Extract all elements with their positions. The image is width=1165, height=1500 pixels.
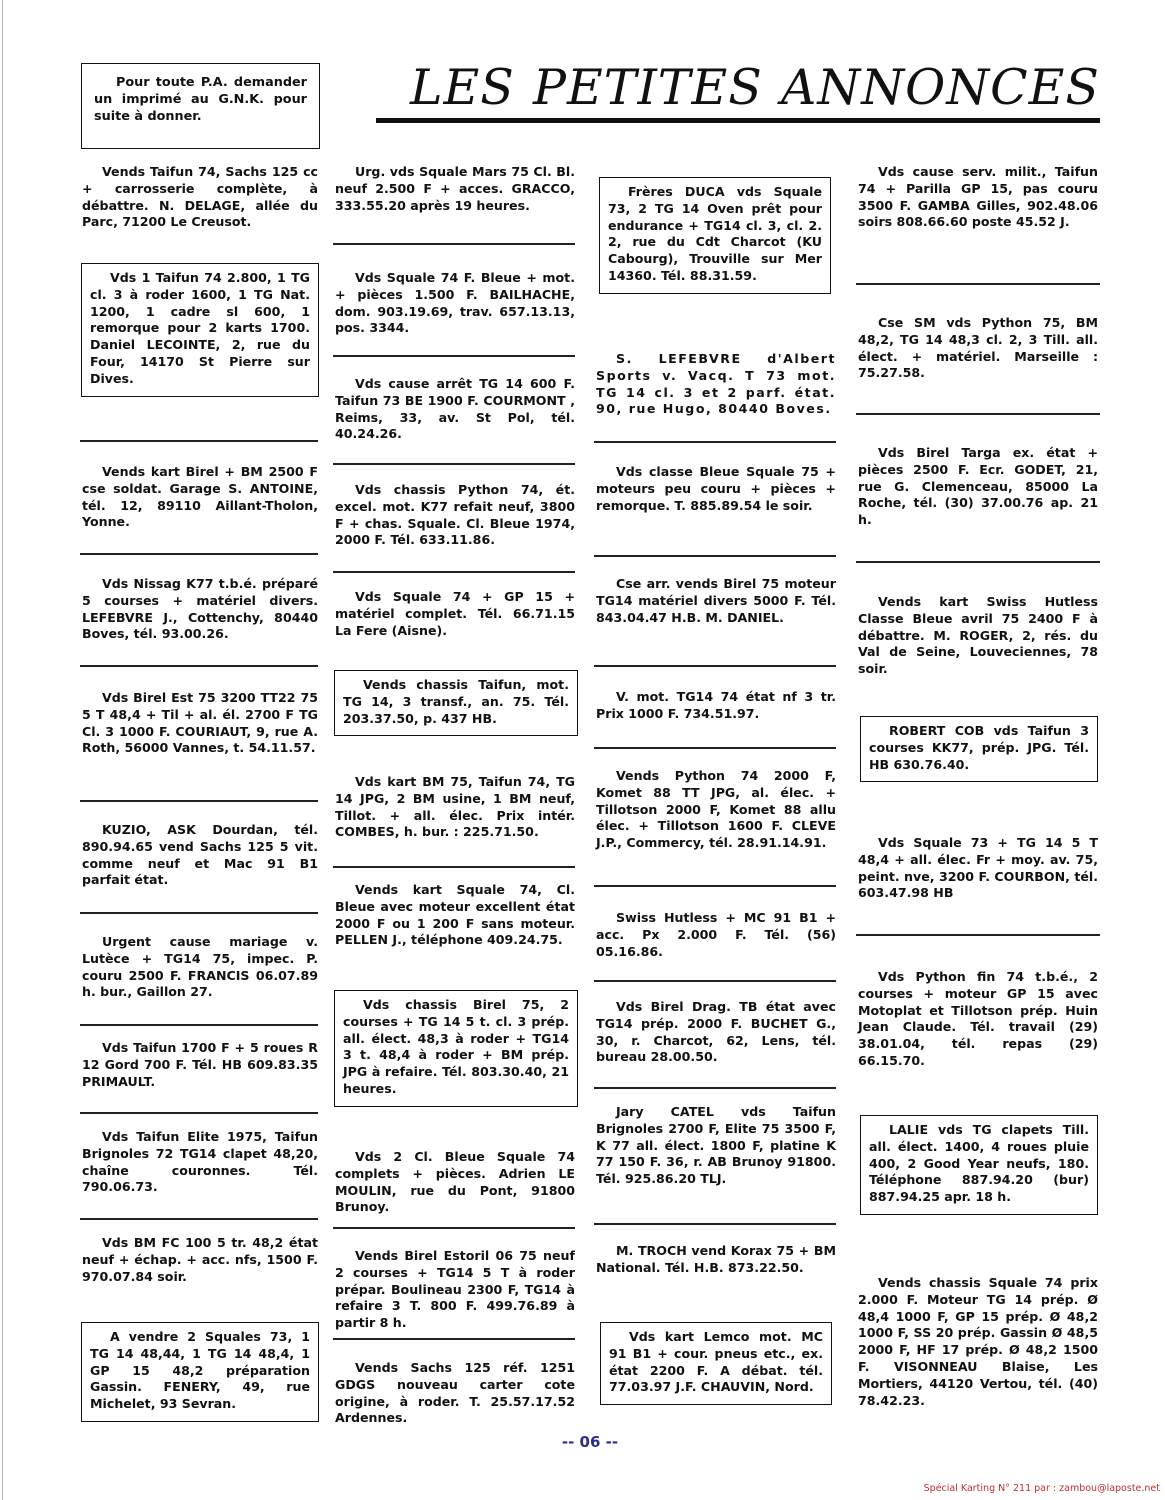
ad-huin: Vds Python fin 74 t.b.é., 2 courses + moteur GP 15 avec Motoplat et Tillotson prép. Huin Jean Claude. Tél. travail (29) 38.01.04, tél. repas (29) 66.15.70. bbox=[858, 969, 1098, 1068]
divider bbox=[856, 283, 1100, 285]
divider bbox=[80, 1112, 318, 1114]
ad-birel-estoril: Vends Birel Estoril 06 75 neuf 2 courses + TG14 5 T à roder prépar. Boulineau 2300 F, TG14 à refaire 3 T. 800 F. 499.76.89 à partir 8 h. bbox=[335, 1248, 575, 1331]
ad-godet: Vds Birel Targa ex. état + pièces 2500 F. Ecr. GODET, 21, rue G. Clemenceau, 85000 La Roche, tél. (30) 37.00.76 ap. 21 h. bbox=[858, 445, 1098, 528]
ad-fenery: A vendre 2 Squales 73, 1 TG 14 48,44, 1 TG 14 48,4, 1 GP 15 48,2 préparation Gassin. FENERY, 49, rue Michelet, 93 Sevran. bbox=[81, 1322, 319, 1422]
ad-courmont: Vds cause arrêt TG 14 600 F. Taifun 73 BE 1900 F. COURMONT , Reims, 33, av. St Pol, tél. 40.24.26. bbox=[335, 376, 575, 442]
divider bbox=[594, 747, 836, 749]
ad-buchet: Vds Birel Drag. TB état avec TG14 prép. 2000 F. BUCHET G., 30, r. Charcot, 62, Lens, tél. bureau 28.00.50. bbox=[596, 999, 836, 1065]
divider bbox=[333, 463, 575, 465]
ad-mot-tg14: V. mot. TG14 74 état nf 3 tr. Prix 1000 F. 734.51.97. bbox=[596, 689, 836, 721]
divider bbox=[594, 441, 836, 443]
ad-primault: Vds Taifun 1700 F + 5 roues R 12 Gord 700 F. Tél. HB 609.83.35 PRIMAULT. bbox=[82, 1040, 318, 1089]
divider bbox=[856, 934, 1100, 936]
ad-lefebvre-albert: S. LEFEBVRE d'Albert Sports v. Vacq. T 73 mot. TG 14 cl. 3 et 2 parf. état. 90, rue Hugo, 80440 Boves. bbox=[596, 351, 836, 417]
divider bbox=[80, 800, 318, 802]
divider bbox=[594, 555, 836, 557]
ad-python-k77: Vds chassis Python 74, ét. excel. mot. K77 refait neuf, 3800 F + chas. Squale. Cl. Bleue 1974, 2000 F. Tél. 633.11.86. bbox=[335, 482, 575, 548]
divider bbox=[594, 980, 836, 982]
ad-sachs-125: Vends Sachs 125 réf. 1251 GDGS nouveau carter cote origine, à roder. T. 25.57.17.52 Ardennes. bbox=[335, 1360, 575, 1426]
ad-couriaut: Vds Birel Est 75 3200 TT22 75 5 T 48,4 + Til + al. él. 2700 F TG Cl. 3 1000 F. COURIAUT, 9, rue A. Roth, 56000 Vannes, t. 54.11.57. bbox=[82, 690, 318, 756]
divider bbox=[333, 866, 575, 868]
divider bbox=[80, 912, 318, 914]
page-title bbox=[410, 58, 1100, 118]
ad-daniel: Cse arr. vends Birel 75 moteur TG14 matériel divers 5000 F. Tél. 843.04.47 H.B. M. DANIEL. bbox=[596, 576, 836, 625]
ad-python-marseille: Cse SM vds Python 75, BM 48,2, TG 14 48,3 cl. 2, 3 Till. all. élect. + matériel. Marseille : 75.27.58. bbox=[858, 315, 1098, 381]
ad-lefebvre-j: Vds Nissag K77 t.b.é. préparé 5 courses + matériel divers. LEFEBVRE J., Cottenchy, 80440 Boves, tél. 93.00.26. bbox=[82, 576, 318, 642]
divider bbox=[856, 561, 1100, 563]
footer-credit: Spécial Karting N° 211 par : zambou@laposte.net bbox=[923, 1483, 1160, 1494]
divider bbox=[594, 1223, 836, 1225]
divider bbox=[333, 1227, 575, 1229]
ad-chassis-birel: Vds chassis Birel 75, 2 courses + TG 14 5 t. cl. 3 prép. all. élect. 48,3 à roder + TG14 3 t. 48,4 à roder + BM prép. JPG à refaire. Tél. 803.30.40, 21 heures. bbox=[334, 990, 578, 1107]
ad-combes: Vds kart BM 75, Taifun 74, TG 14 JPG, 2 BM usine, 1 BM neuf, Tillot. + all. élec. Prix intér. COMBES, h. bur. : 225.71.50. bbox=[335, 774, 575, 840]
divider bbox=[594, 885, 836, 887]
ad-bm-fc100: Vds BM FC 100 5 tr. 48,2 état neuf + échap. + acc. nfs, 1500 F. 970.07.84 soir. bbox=[82, 1235, 318, 1284]
ad-chassis-taifun: Vends chassis Taifun, mot. TG 14, 3 transf., an. 75. Tél. 203.37.50, p. 437 HB. bbox=[334, 670, 578, 736]
divider bbox=[856, 413, 1100, 415]
ad-gracco: Urg. vds Squale Mars 75 Cl. Bl. neuf 2.500 F + acces. GRACCO, 333.55.20 après 19 heures. bbox=[335, 164, 575, 213]
ad-bailhache: Vds Squale 74 F. Bleue + mot. + pièces 1.500 F. BAILHACHE, dom. 903.19.69, trav. 657.13.13, pos. 3344. bbox=[335, 270, 575, 336]
page-edge bbox=[2, 0, 3, 1500]
ad-robert-cob: ROBERT COB vds Taifun 3 courses KK77, prép. JPG. Tél. HB 630.76.40. bbox=[860, 716, 1098, 782]
title-word-les: LES bbox=[410, 59, 515, 116]
divider bbox=[333, 243, 575, 245]
title-underline bbox=[376, 118, 1100, 123]
ad-taifun-elite: Vds Taifun Elite 1975, Taifun Brignoles 72 TG14 clapet 48,20, chaîne couronnes. Tél. 790.06.73. bbox=[82, 1129, 318, 1195]
divider bbox=[333, 1338, 575, 1340]
divider bbox=[80, 440, 318, 442]
ad-classe-bleue: Vds classe Bleue Squale 75 + moteurs peu couru + pièces + remorque. T. 885.89.54 le soir. bbox=[596, 464, 836, 513]
ad-antoine: Vends kart Birel + BM 2500 F cse soldat. Garage S. ANTOINE, tél. 12, 89110 Aillant-Tholon, Yonne. bbox=[82, 464, 318, 530]
notice-box: Pour toute P.A. demander un imprimé au G.N.K. pour suite à donner. bbox=[81, 63, 320, 149]
divider bbox=[80, 1218, 318, 1220]
divider bbox=[80, 1024, 318, 1026]
ad-catel: Jary CATEL vds Taifun Brignoles 2700 F, Elite 75 3500 F, K 77 all. élect. 1800 F, platine K 77 150 F. 36, r. AB Brunoy 91800. Tél. 925.86.20 TLJ. bbox=[596, 1104, 836, 1187]
ad-delage: Vends Taifun 74, Sachs 125 cc + carrosserie complète, à débattre. N. DELAGE, allée du Parc, 71200 Le Creusot. bbox=[82, 164, 318, 230]
ad-pellen: Vends kart Squale 74, Cl. Bleue avec moteur excellent état 2000 F ou 1 200 F sans moteur. PELLEN J., téléphone 409.24.75. bbox=[335, 882, 575, 948]
ad-visonneau: Vends chassis Squale 74 prix 2.000 F. Moteur TG 14 prép. Ø 48,4 1000 F, GP 15 prép. Ø 48,2 1000 F, SS 20 prép. Gassin Ø 48,5 2000 F, HF 17 prép. Ø 48,2 1500 F. VISONNEAU Blaise, Les Mortiers, 44120 Vertou, tél. (40) 78.42.23. bbox=[858, 1275, 1098, 1408]
ad-courbon: Vds Squale 73 + TG 14 5 T 48,4 + all. élec. Fr + moy. av. 75, peint. nve, 3200 F. COURBON, tél. 603.47.98 HB bbox=[858, 835, 1098, 901]
divider bbox=[594, 1087, 836, 1089]
title-word-annonces: ANNONCES bbox=[780, 59, 1100, 116]
ad-le-moulin: Vds 2 Cl. Bleue Squale 74 complets + pièces. Adrien LE MOULIN, rue du Pont, 91800 Brunoy. bbox=[335, 1149, 575, 1215]
ad-roger: Vends kart Swiss Hutless Classe Bleue avril 75 2400 F à débattre. M. ROGER, 2, rés. du Val de Seine, Louveciennes, 78 soir. bbox=[858, 594, 1098, 677]
ad-lalie: LALIE vds TG clapets Till. all. élect. 1400, 4 roues pluie 400, 2 Good Year neufs, 180. Téléphone 887.94.20 (bur) 887.94.25 apr. 18 h. bbox=[860, 1115, 1098, 1215]
divider bbox=[333, 355, 575, 357]
title-word-petites: PETITES bbox=[533, 59, 763, 116]
ad-troch: M. TROCH vend Korax 75 + BM National. Tél. H.B. 873.22.50. bbox=[596, 1243, 836, 1275]
ad-francis: Urgent cause mariage v. Lutèce + TG14 75, impec. P. couru 2500 F. FRANCIS 06.07.89 h. bur., Gaillon 27. bbox=[82, 934, 318, 1000]
divider bbox=[80, 553, 318, 555]
ad-duca: Frères DUCA vds Squale 73, 2 TG 14 Oven prêt pour endurance + TG14 cl. 3, cl. 2. 2, rue du Cdt Charcot (KU Cabourg), Trouville sur Mer 14360. Tél. 88.31.59. bbox=[599, 177, 831, 294]
ad-kuzio: KUZIO, ASK Dourdan, tél. 890.94.65 vend Sachs 125 5 vit. comme neuf et Mac 91 B1 parfait état. bbox=[82, 822, 318, 888]
ad-swiss-hutless: Swiss Hutless + MC 91 B1 + acc. Px 2.000 F. Tél. (56) 05.16.86. bbox=[596, 910, 836, 959]
divider bbox=[80, 665, 318, 667]
ad-cleve: Vends Python 74 2000 F, Komet 88 TT JPG, al. élec. + Tillotson 2000 F, Komet 88 allu élec. + Tillotson 1600 F. CLEVE J.P., Commercy, tél. 28.91.14.91. bbox=[596, 768, 836, 851]
ad-chauvin: Vds kart Lemco mot. MC 91 B1 + cour. pneus etc., ex. état 2200 F. A débat. tél. 77.03.97 J.F. CHAUVIN, Nord. bbox=[600, 1322, 832, 1405]
ad-la-fere: Vds Squale 74 + GP 15 + matériel complet. Tél. 66.71.15 La Fere (Aisne). bbox=[335, 589, 575, 638]
page-number: -- 06 -- bbox=[561, 1433, 619, 1451]
ad-gamba: Vds cause serv. milit., Taifun 74 + Parilla GP 15, pas couru 3500 F. GAMBA Gilles, 902.48.06 soirs 808.66.60 poste 45.52 J. bbox=[858, 164, 1098, 230]
divider bbox=[333, 571, 575, 573]
ad-lecointe: Vds 1 Taifun 74 2.800, 1 TG cl. 3 à roder 1600, 1 TG Nat. 1200, 1 cadre sl 600, 1 remorque pour 2 karts 1700. Daniel LECOINTE, 2, rue du Four, 14170 St Pierre sur Dives. bbox=[81, 263, 319, 397]
divider bbox=[594, 665, 836, 667]
